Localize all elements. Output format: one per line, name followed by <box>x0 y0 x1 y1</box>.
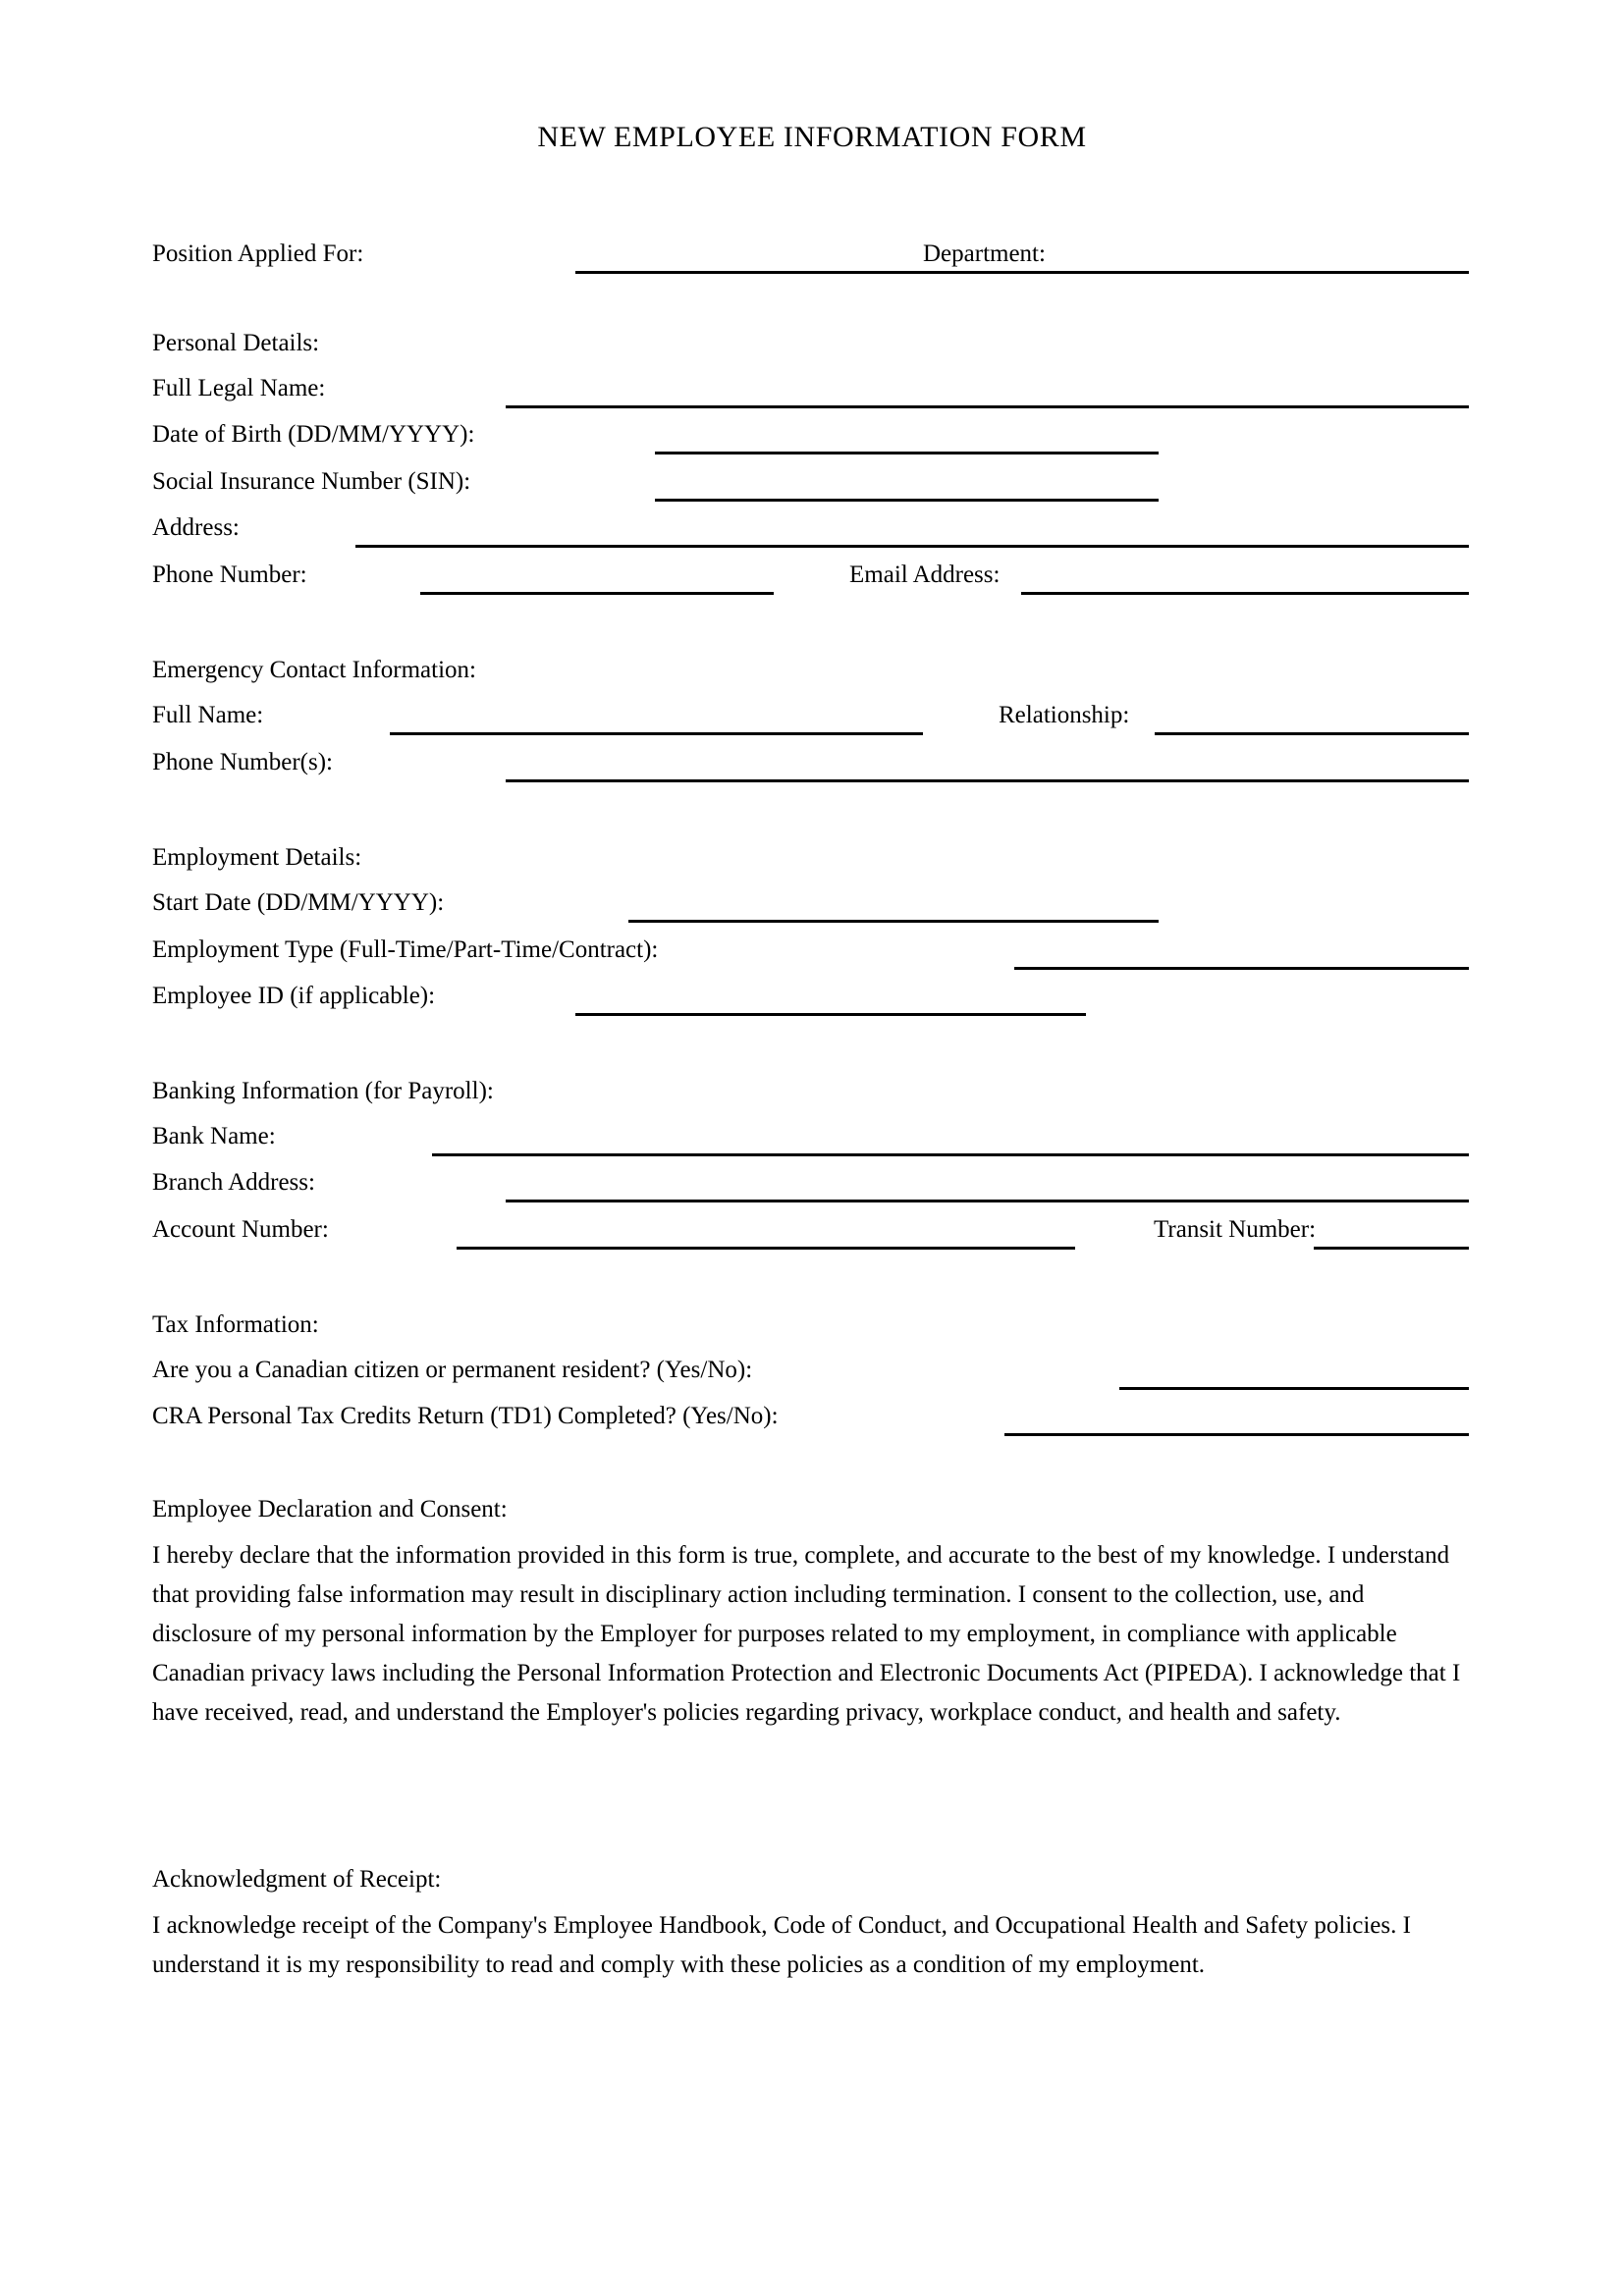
field-emergency-relationship-line[interactable] <box>1155 732 1469 735</box>
field-employment-type-line[interactable] <box>1014 967 1469 970</box>
field-account-number-line[interactable] <box>457 1247 1075 1250</box>
label-department: Department: <box>923 240 1046 267</box>
field-canadian-citizen-answer-line[interactable] <box>1119 1387 1469 1390</box>
label-full-legal-name: Full Legal Name: <box>152 375 326 401</box>
label-start-date: Start Date (DD/MM/YYYY): <box>152 889 445 916</box>
field-position-department-line[interactable] <box>575 271 1469 274</box>
label-branch-address: Branch Address: <box>152 1169 315 1196</box>
field-td1-completed-answer-line[interactable] <box>1004 1433 1469 1436</box>
field-emergency-full-name-line[interactable] <box>390 732 923 735</box>
field-bank-name-line[interactable] <box>432 1153 1469 1156</box>
label-emergency-full-name: Full Name: <box>152 702 264 728</box>
acknowledgment-body-text: I acknowledge receipt of the Company's Employee Handbook, Code of Conduct, and Occupational Health and Safety policies. I understand it is my responsibility to read and comply with these policies as a condition of my employment. <box>152 1912 1411 1978</box>
field-start-date-line[interactable] <box>628 920 1159 923</box>
heading-tax-information: Tax Information: <box>152 1311 319 1338</box>
label-emergency-phone-numbers: Phone Number(s): <box>152 749 333 775</box>
field-transit-number-line[interactable] <box>1314 1247 1469 1250</box>
label-email-address: Email Address: <box>849 561 1001 588</box>
label-transit-number: Transit Number: <box>1154 1216 1317 1243</box>
field-social-insurance-number-line[interactable] <box>655 499 1159 502</box>
declaration-body-text: I hereby declare that the information provided in this form is true, complete, and accurate to the best of my knowledge. I understand that providing false information may result in disciplinary action including termination. I consent to the collection, use, and disclosure of my personal information by the Employer for purposes related to my employment, in compliance with applicable Canadian privacy laws including the Personal Information Protection and Electronic Documents Act (PIPEDA). I acknowledge that I have received, read, and understand the Employer's policies regarding privacy, workplace conduct, and health and safety. <box>152 1542 1461 1726</box>
heading-emergency-contact: Emergency Contact Information: <box>152 657 476 683</box>
heading-acknowledgment-of-receipt: Acknowledgment of Receipt: <box>152 1866 442 1893</box>
page-title: NEW EMPLOYEE INFORMATION FORM <box>537 121 1087 153</box>
label-employment-type: Employment Type (Full-Time/Part-Time/Contract): <box>152 936 659 963</box>
heading-employee-declaration: Employee Declaration and Consent: <box>152 1496 508 1522</box>
label-canadian-citizen-question: Are you a Canadian citizen or permanent resident? (Yes/No): <box>152 1357 753 1383</box>
field-phone-number-line[interactable] <box>420 592 774 595</box>
label-employee-id: Employee ID (if applicable): <box>152 983 436 1009</box>
label-bank-name: Bank Name: <box>152 1123 276 1149</box>
field-email-address-line[interactable] <box>1021 592 1469 595</box>
field-employee-id-line[interactable] <box>575 1013 1086 1016</box>
heading-personal-details: Personal Details: <box>152 330 320 356</box>
field-address-line[interactable] <box>355 545 1469 548</box>
field-full-legal-name-line[interactable] <box>506 405 1469 408</box>
field-emergency-phone-numbers-line[interactable] <box>506 779 1469 782</box>
label-date-of-birth: Date of Birth (DD/MM/YYYY): <box>152 421 475 448</box>
label-account-number: Account Number: <box>152 1216 329 1243</box>
label-address: Address: <box>152 514 240 541</box>
label-position-applied-for: Position Applied For: <box>152 240 364 267</box>
label-social-insurance-number: Social Insurance Number (SIN): <box>152 468 471 495</box>
label-emergency-relationship: Relationship: <box>999 702 1130 728</box>
label-td1-completed-question: CRA Personal Tax Credits Return (TD1) Completed? (Yes/No): <box>152 1403 779 1429</box>
label-phone-number: Phone Number: <box>152 561 307 588</box>
field-branch-address-line[interactable] <box>506 1200 1469 1202</box>
heading-banking-information: Banking Information (for Payroll): <box>152 1078 494 1104</box>
heading-employment-details: Employment Details: <box>152 844 362 871</box>
field-date-of-birth-line[interactable] <box>655 452 1159 454</box>
